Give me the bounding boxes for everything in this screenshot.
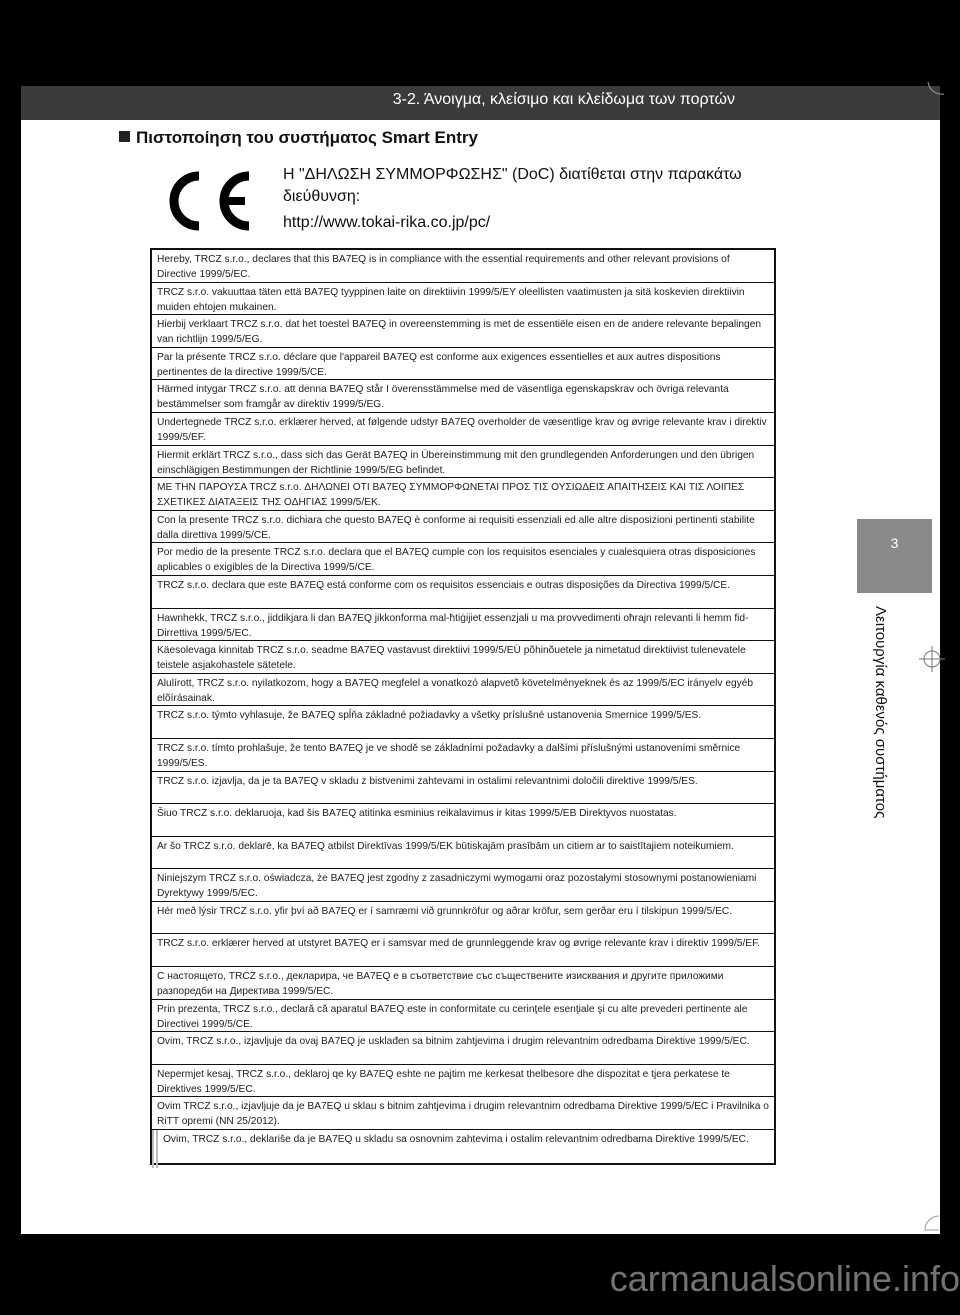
declaration-row: Hér með lýsir TRCZ s.r.o. yfir því að BA7EQ er í samræmi við grunnkröfur og aðrar kröfur, sem gerðar eru í tilskipun 1999/5/EC. [152, 902, 774, 935]
declaration-row: Hereby, TRCZ s.r.o., declares that this BA7EQ is in compliance with the essential requirements and other relevant provisions of Directive 1999/5/EC. [152, 250, 774, 283]
section-heading [119, 128, 478, 148]
square-bullet-icon [119, 131, 130, 142]
declaration-row: TRCZ s.r.o. izjavlja, da je ta BA7EQ v skladu z bistvenimi zahtevami in ostalimi relevantnimi določili direktive 1999/5/ES. [152, 772, 774, 805]
declaration-row: Prin prezenta, TRCZ s.r.o., declară că aparatul BA7EQ este in conformitate cu cerinţele esenţiale şi cu alte prevederi pertinente ale Directivei 1999/5/CE. [152, 1000, 774, 1033]
chapter-tab-number: 3 [890, 535, 899, 551]
declaration-row: Ovim TRCZ s.r.o., izjavljuje da je BA7EQ u sklau s bitnim zahtjevima i drugim relevantnim odredbama Direktive 1999/5/EC i Pravilnika o RiTT opremi (NN 25/2012). [152, 1097, 774, 1130]
declaration-row: TRCZ s.r.o. tímto prohlašuje, že tento BA7EQ je ve shodě se základními požadavky a dalšími příslušnými ustanoveními směrnice 1999/5/ES. [152, 739, 774, 772]
section-heading-text: Πιστοποίηση του συστήματος Smart Entry [136, 128, 478, 147]
declaration-row: TRCZ s.r.o. vakuuttaa täten että BA7EQ tyyppinen laite on direktiivin 1999/5/EY oleellisten vaatimusten ja sitä koskevien direktiivin muiden ehtojen mukainen. [152, 283, 774, 316]
declaration-row: Undertegnede TRCZ s.r.o. erklærer herved, at følgende udstyr BA7EQ overholder de væsentlige krav og øvrige relevante krav i direktiv 1999/5/EF. [152, 413, 774, 446]
declaration-row: TRCZ s.r.o. erklærer herved at utstyret BA7EQ er i samsvar med de grunnleggende krav og øvrige relevante krav i direktiv 1999/5/EF. [152, 934, 774, 967]
doc-note-text: Η "ΔΗΛΩΣΗ ΣΥΜΜΟΡΦΩΣΗΣ" (DoC) διατίθεται στην παρακάτω διεύθυνση: [283, 166, 742, 205]
chapter-side-label [863, 606, 891, 866]
chapter-side-label-text: Λειτουργία καθενός συστήματος [872, 606, 889, 819]
declaration-row: С настоящето, TRCZ s.r.o., декларира, че BA7EQ е в съответствие със съществените изисквания и другите приложими разпоредби на Директива 1999/5/ЕС. [152, 967, 774, 1000]
declarations-box [150, 248, 776, 1165]
manual-page [21, 86, 940, 1234]
doc-url-link[interactable]: http://www.tokai-rika.co.jp/pc/ [283, 214, 491, 231]
doc-availability-note [283, 164, 813, 234]
chapter-tab [857, 519, 932, 593]
declaration-row: Ovim, TRCZ s.r.o., deklariše da je BA7EQ u skladu sa osnovnim zahtevima i ostalim relevantnim odredbama Direktive 1999/5/EC. [152, 1130, 774, 1168]
declaration-row: Nepermjet kesaj, TRCZ s.r.o., deklaroj qe ky BA7EQ eshte ne pajtim me kerkesat thelbesore dhe dispozitat e tjera perkatese te Direktives 1999/5/EC. [152, 1065, 774, 1098]
ce-mark-logo [159, 170, 253, 232]
declaration-row: TRCZ s.r.o. declara que este BA7EQ está conforme com os requisitos essenciais e outras disposições da Directiva 1999/5/CE. [152, 576, 774, 609]
declaration-row: Alulírott, TRCZ s.r.o. nyilatkozom, hogy a BA7EQ megfelel a vonatkozó alapvetõ követelményeknek és az 1999/5/EC irányelv egyéb elõírásainak. [152, 674, 774, 707]
page-header-title: 3-2. Άνοιγμα, κλείσιμο και κλείδωμα των πορτών [392, 91, 735, 108]
declaration-row: Šiuo TRCZ s.r.o. deklaruoja, kad šis BA7EQ atitinka esminius reikalavimus ir kitas 1999/5/EB Direktyvos nuostatas. [152, 804, 774, 837]
registration-mark-icon [919, 646, 945, 672]
declaration-row: Ovim, TRCZ s.r.o., izjavljuje da ovaj BA7EQ je usklađen sa bitnim zahtjevima i drugim relevantnim odredbama Direktive 1999/5/EC. [152, 1032, 774, 1065]
declaration-row: ΜΕ ΤΗΝ ΠΑΡΟΥΣΑ TRCZ s.r.o. ΔΗΛΩΝΕΙ ΟΤΙ BA7EQ ΣΥΜΜΟΡΦΩΝΕΤΑΙ ΠΡΟΣ ΤΙΣ ΟΥΣΙΩΔΕΙΣ ΑΠΑΙΤΗΣΕΙΣ ΚΑΙ ΤΙΣ ΛΟΙΠΕΣ ΣΧΕΤΙΚΕΣ ΔΙΑΤΑΞΕΙΣ ΤΗΣ ΟΔΗΓΙΑΣ 1999/5/ΕΚ. [152, 478, 774, 511]
declaration-row: Hawnhekk, TRCZ s.r.o., jiddikjara li dan BA7EQ jikkonforma mal-ħtiġijiet essenzjali u ma provvedimenti oħrajn relevanti li hemm fid-Dirrettiva 1999/5/EC. [152, 609, 774, 642]
declaration-row: Con la presente TRCZ s.r.o. dichiara che questo BA7EQ è conforme ai requisiti essenziali ed alle altre disposizioni pertinenti stabilite dalla direttiva 1999/5/CE. [152, 511, 774, 544]
declaration-row: Käesolevaga kinnitab TRCZ s.r.o. seadme BA7EQ vastavust direktiivi 1999/5/EÜ põhinõuetele ja nimetatud direktiivist tulenevatele teistele asjakohastele sätetele. [152, 641, 774, 674]
crop-mark-icon [926, 80, 946, 100]
declaration-row: Härmed intygar TRCZ s.r.o. att denna BA7EQ står I överensstämmelse med de väsentliga egenskapskrav och övriga relevanta bestämmelser som framgår av direktiv 1999/5/EG. [152, 380, 774, 413]
declaration-row: Par la présente TRCZ s.r.o. déclare que l'appareil BA7EQ est conforme aux exigences essentielles et aux autres dispositions pertinentes de la directive 1999/5/CE. [152, 348, 774, 381]
declaration-row: Hierbij verklaart TRCZ s.r.o. dat het toestel BA7EQ in overeenstemming is met de essentiële eisen en de andere relevante bepalingen van richtlijn 1999/5/EG. [152, 315, 774, 348]
declaration-row: Ar šo TRCZ s.r.o. deklarē, ka BA7EQ atbilst Direktīvas 1999/5/EK būtiskajām prasībām un citiem ar to saistītajiem noteikumiem. [152, 837, 774, 870]
crop-mark-icon [921, 1214, 941, 1234]
declaration-row: Niniejszym TRCZ s.r.o. oświadcza, że BA7EQ jest zgodny z zasadniczymi wymogami oraz pozostałymi stosownymi postanowieniami Dyrektywy 1999/5/EC. [152, 869, 774, 902]
declaration-row: Por medio de la presente TRCZ s.r.o. declara que el BA7EQ cumple con los requisitos esenciales y cualesquiera otras disposiciones aplicables o exigibles de la Directiva 1999/5/CE. [152, 543, 774, 576]
declaration-row: TRCZ s.r.o. týmto vyhlasuje, že BA7EQ spĺňa základné požiadavky a všetky príslušné ustanovenia Smernice 1999/5/ES. [152, 706, 774, 739]
watermark-brand: carmanualsonline.info [609, 1258, 960, 1299]
declaration-row: Hiermit erklärt TRCZ s.r.o., dass sich das Gerät BA7EQ in Übereinstimmung mit den grundlegenden Anforderungen und den übrigen einschlägigen Bestimmungen der Richtlinie 1999/5/EG befindet. [152, 446, 774, 479]
page-header-bar [21, 86, 940, 120]
